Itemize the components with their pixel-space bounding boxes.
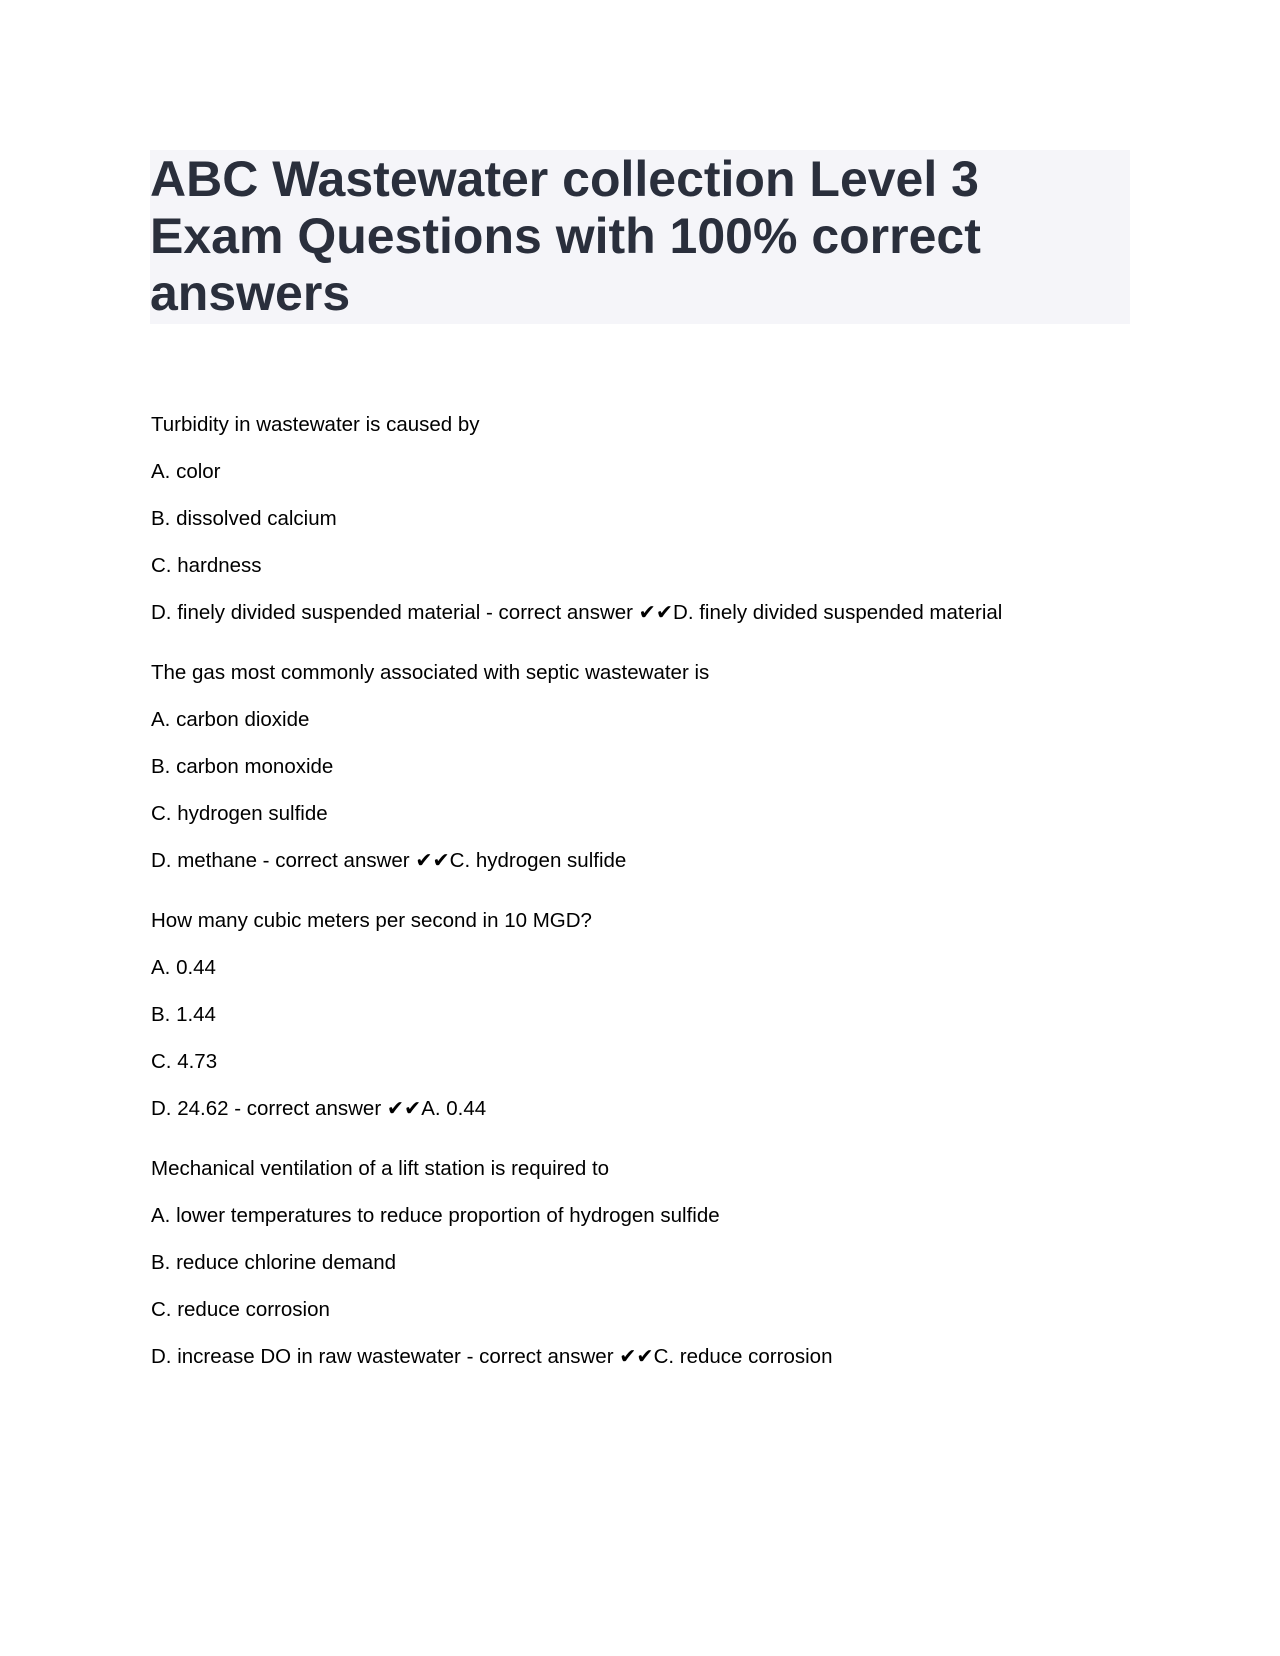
question-block bbox=[151, 907, 1151, 1122]
answer-option: C. 4.73 bbox=[151, 1050, 218, 1073]
answer-option: C. reduce corrosion bbox=[151, 1298, 330, 1321]
answer-option: A. carbon dioxide bbox=[151, 708, 310, 731]
answer-option: A. lower temperatures to reduce proportion of hydrogen sulfide bbox=[151, 1204, 720, 1227]
question-prompt: How many cubic meters per second in 10 MGD? bbox=[151, 909, 592, 932]
answer-option: A. 0.44 bbox=[151, 956, 216, 979]
answer-option: C. hydrogen sulfide bbox=[151, 802, 328, 825]
question-block bbox=[151, 659, 1151, 874]
question-prompt: Turbidity in wastewater is caused by bbox=[151, 413, 480, 436]
answer-option: B. reduce chlorine demand bbox=[151, 1251, 397, 1274]
answer-option: B. 1.44 bbox=[151, 1003, 216, 1026]
answer-option-with-correct-answer: D. finely divided suspended material - correct answer ✔✔D. finely divided suspended material bbox=[151, 601, 1003, 624]
answer-option: B. dissolved calcium bbox=[151, 507, 337, 530]
question-block bbox=[151, 411, 1151, 626]
answer-option: B. carbon monoxide bbox=[151, 755, 334, 778]
question-prompt: The gas most commonly associated with septic wastewater is bbox=[151, 661, 710, 684]
answer-option-with-correct-answer: D. increase DO in raw wastewater - correct answer ✔✔C. reduce corrosion bbox=[151, 1345, 833, 1368]
question-block bbox=[151, 1155, 1151, 1370]
answer-option: C. hardness bbox=[151, 554, 262, 577]
document-title: ABC Wastewater collection Level 3 Exam Questions with 100% correct answers bbox=[150, 151, 981, 321]
answer-option-with-correct-answer: D. methane - correct answer ✔✔C. hydrogen sulfide bbox=[151, 849, 627, 872]
title-banner bbox=[150, 150, 1130, 324]
answer-option: A. color bbox=[151, 460, 221, 483]
question-list bbox=[151, 411, 1151, 1403]
question-prompt: Mechanical ventilation of a lift station is required to bbox=[151, 1157, 610, 1180]
answer-option-with-correct-answer: D. 24.62 - correct answer ✔✔A. 0.44 bbox=[151, 1097, 487, 1120]
